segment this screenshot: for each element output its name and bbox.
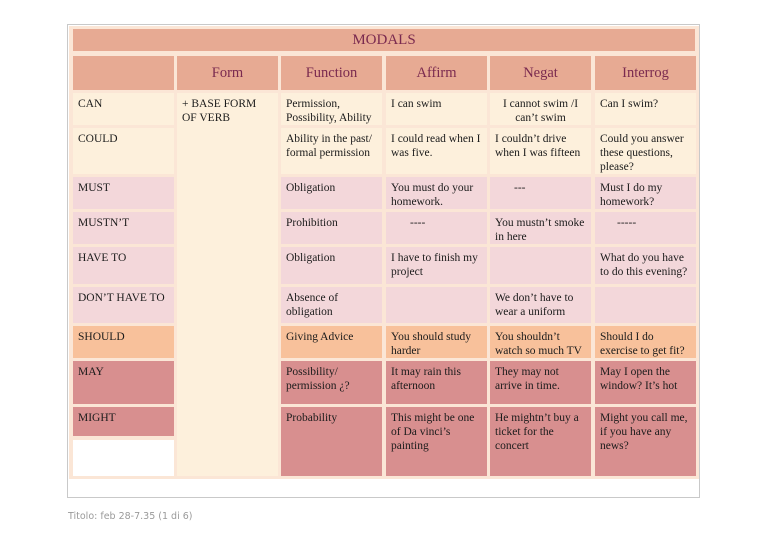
affirm-cell: ----: [386, 212, 487, 244]
interrog-cell: May I open the window? It’s hot: [595, 361, 696, 404]
negat-cell: [490, 247, 591, 284]
affirm-cell: I have to finish my project: [386, 247, 487, 284]
function-cell: Ability in the past/ formal permission: [281, 128, 382, 174]
modal-cell: DON’T HAVE TO: [73, 287, 174, 323]
slide-caption: Titolo: feb 28-7.35 (1 di 6): [68, 511, 193, 522]
function-cell: Probability: [281, 407, 382, 476]
negat-cell: We don’t have to wear a uniform: [490, 287, 591, 323]
function-cell: Giving Advice: [281, 326, 382, 358]
modal-cell: SHOULD: [73, 326, 174, 358]
interrog-cell: Should I do exercise to get fit?: [595, 326, 696, 358]
negat-cell: I couldn’t drive when I was fifteen: [490, 128, 591, 174]
form-cell: + BASE FORM OF VERB: [177, 93, 278, 476]
header-negat: Negat: [490, 56, 591, 90]
negat-cell: I cannot swim /I can’t swim: [490, 93, 591, 125]
interrog-cell: Can I swim?: [595, 93, 696, 125]
header-affirm: Affirm: [386, 56, 487, 90]
function-cell: Permission, Possibility, Ability: [281, 93, 382, 125]
header-empty: [73, 56, 174, 90]
slide-frame: [67, 24, 700, 498]
affirm-cell: You should study harder: [386, 326, 487, 358]
header-function: Function: [281, 56, 382, 90]
negat-cell: You mustn’t smoke in here: [490, 212, 591, 244]
function-cell: Absence of obligation: [281, 287, 382, 323]
affirm-cell: You must do your homework.: [386, 177, 487, 209]
negat-cell: You shouldn’t watch so much TV: [490, 326, 591, 358]
function-cell: Prohibition: [281, 212, 382, 244]
empty-cell: [73, 440, 174, 476]
affirm-cell: This might be one of Da vinci’s painting: [386, 407, 487, 476]
affirm-cell: It may rain this afternoon: [386, 361, 487, 404]
modal-cell: MUST: [73, 177, 174, 209]
interrog-cell: What do you have to do this evening?: [595, 247, 696, 284]
negat-cell: ---: [490, 177, 591, 209]
negat-cell: He mightn’t buy a ticket for the concert: [490, 407, 591, 476]
function-cell: Possibility/ permission ¿?: [281, 361, 382, 404]
affirm-cell: I could read when I was five.: [386, 128, 487, 174]
interrog-cell: -----: [595, 212, 696, 244]
function-cell: Obligation: [281, 177, 382, 209]
modal-cell: HAVE TO: [73, 247, 174, 284]
interrog-cell: Could you answer these questions, please?: [595, 128, 696, 174]
modal-cell: MAY: [73, 361, 174, 404]
modals-table: [69, 26, 699, 479]
header-form: Form: [177, 56, 278, 90]
function-cell: Obligation: [281, 247, 382, 284]
affirm-cell: I can swim: [386, 93, 487, 125]
modal-cell: COULD: [73, 128, 174, 174]
modal-cell: MIGHT: [73, 407, 174, 436]
affirm-cell: [386, 287, 487, 323]
modal-cell: MUSTN’T: [73, 212, 174, 244]
negat-cell: They may not arrive in time.: [490, 361, 591, 404]
header-interrog: Interrog: [595, 56, 696, 90]
interrog-cell: Must I do my homework?: [595, 177, 696, 209]
table-title: MODALS: [73, 29, 695, 51]
modal-cell: CAN: [73, 93, 174, 125]
interrog-cell: Might you call me, if you have any news?: [595, 407, 696, 476]
interrog-cell: [595, 287, 696, 323]
